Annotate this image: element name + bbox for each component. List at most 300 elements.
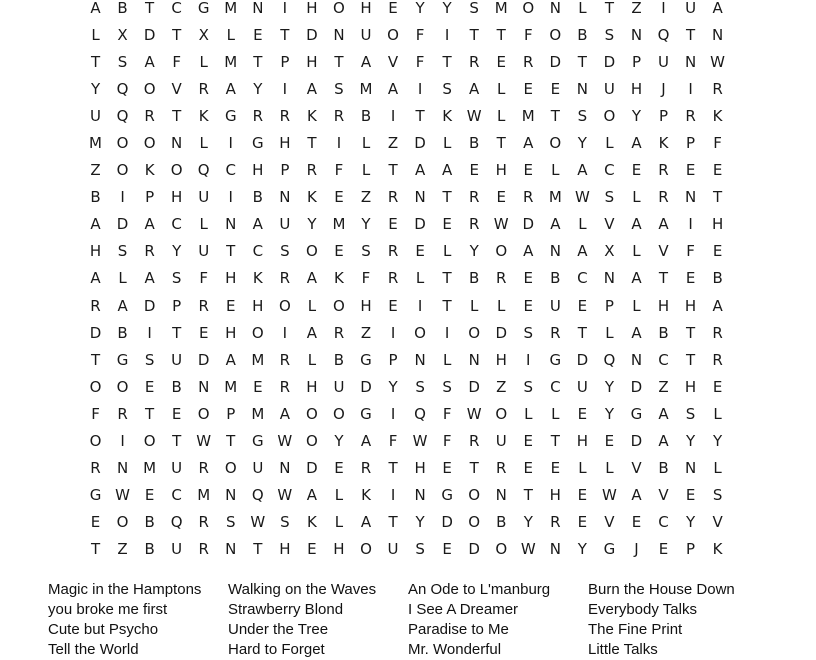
grid-letter: O [333,404,345,423]
grid-letter: U [603,79,615,98]
grid-letter: E [523,161,534,180]
grid-letter: S [361,242,371,261]
grid-letter: O [603,106,616,125]
grid-letter: R [496,459,507,478]
grid-letter: O [522,0,535,17]
grid-letter: O [305,432,318,451]
grid-letter: T [685,350,696,369]
grid-letter: U [171,350,183,369]
grid-letter: M [494,0,508,17]
grid-letter: O [305,404,318,423]
grid-letter: L [442,134,452,153]
grid-letter: A [90,215,101,234]
grid-letter: R [333,323,345,342]
grid-letter: H [495,161,507,180]
grid-letter: D [143,25,156,44]
grid-letter: A [712,296,723,315]
grid-letter: H [576,432,588,451]
grid-letter: J [634,540,639,559]
grid-letter: R [523,188,534,207]
grid-letter: T [172,432,182,451]
grid-letter: T [442,296,452,315]
grid-letter: S [469,0,479,17]
grid-letter: T [90,540,101,559]
grid-letter: S [415,377,425,396]
grid-letter: D [468,377,480,396]
grid-letter: I [282,0,288,17]
grid-letter: A [631,323,642,342]
word-list-item: An Ode to L'manburg [408,581,551,598]
grid-letter: R [279,106,291,125]
grid-letter: U [198,188,210,207]
grid-letter: E [577,296,588,315]
grid-letter: M [89,134,102,153]
grid-letter: R [90,296,101,315]
grid-letter: R [468,188,480,207]
grid-letter: R [90,459,101,478]
grid-letter: S [442,79,452,98]
word-list-item: Everybody Talks [588,601,697,618]
grid-letter: O [468,513,481,532]
grid-letter: A [712,0,723,17]
grid-letter: Z [360,323,372,342]
grid-letter: K [306,106,317,125]
grid-letter: I [390,486,396,505]
grid-letter: N [684,52,697,71]
grid-letter: A [306,486,318,505]
grid-letter: W [466,404,482,423]
grid-letter: G [251,134,264,153]
grid-letter: B [658,459,669,478]
grid-letter: L [442,350,452,369]
grid-letter: A [658,404,669,423]
grid-letter: R [468,432,480,451]
grid-letter: L [361,161,371,180]
grid-letter: K [712,106,723,125]
grid-letter: I [282,79,288,98]
grid-letter: H [252,296,264,315]
grid-letter: D [197,350,210,369]
grid-letter: O [495,242,508,261]
grid-letter: S [685,404,696,423]
grid-letter: R [279,269,291,288]
grid-letter: B [252,188,263,207]
grid-letter: L [199,134,208,153]
grid-letter: A [90,0,101,17]
grid-letter: S [604,25,615,44]
grid-letter: F [686,242,695,261]
grid-letter: N [603,269,616,288]
grid-letter: L [578,0,587,17]
grid-letter: B [469,269,480,288]
grid-letter: V [658,242,669,261]
grid-letter: A [144,269,155,288]
grid-letter: H [657,296,670,315]
grid-letter: F [415,25,425,44]
grid-letter: T [90,52,101,71]
grid-letter: Y [388,377,398,396]
grid-letter: N [279,459,291,478]
grid-letter: N [414,188,426,207]
grid-letter: U [171,459,183,478]
grid-letter: T [658,269,669,288]
grid-letter: Y [469,242,479,261]
grid-letter: L [713,404,722,423]
grid-letter: X [604,242,615,261]
grid-letter: A [306,79,318,98]
grid-letter: O [305,242,318,261]
grid-letter: N [495,486,507,505]
grid-letter: F [523,25,533,44]
grid-letter: H [306,377,318,396]
grid-letter: A [360,513,372,532]
grid-letter: N [549,540,561,559]
grid-letter: N [279,188,291,207]
grid-letter: R [550,513,561,532]
grid-letter: L [605,459,614,478]
grid-letter: S [523,377,534,396]
grid-letter: Q [251,486,264,505]
grid-letter: S [280,513,290,532]
grid-letter: S [117,52,128,71]
grid-letter: I [444,25,450,44]
grid-letter: M [251,404,265,423]
grid-letter: K [712,540,723,559]
grid-letter: N [630,350,643,369]
grid-letter: O [468,486,481,505]
grid-letter: E [171,404,182,423]
grid-letter: D [495,323,507,342]
grid-letter: K [658,134,669,153]
grid-letter: A [469,79,480,98]
grid-letter: W [196,432,212,451]
grid-letter: H [89,242,102,261]
grid-letter: B [712,269,723,288]
grid-letter: T [90,350,101,369]
grid-letter: N [549,0,561,17]
grid-letter: R [117,404,128,423]
grid-letter: S [117,242,128,261]
grid-letter: I [336,134,342,153]
grid-letter: W [601,486,617,505]
grid-letter: E [685,161,696,180]
grid-letter: Y [713,432,723,451]
grid-letter: E [712,161,723,180]
word-list-item: Walking on the Waves [228,581,377,598]
grid-letter: Z [360,188,372,207]
grid-letter: W [277,432,293,451]
word-list-item: The Fine Print [588,621,683,638]
grid-letter: A [90,269,101,288]
grid-letter: R [252,106,264,125]
grid-letter: Z [117,540,128,559]
grid-letter: R [387,242,399,261]
grid-letter: A [577,242,588,261]
grid-letter: E [685,486,696,505]
grid-letter: L [578,215,587,234]
grid-letter: H [279,134,291,153]
grid-letter: H [360,0,372,17]
grid-letter: T [713,188,723,207]
grid-letter: V [631,459,642,478]
grid-letter: C [171,486,182,505]
grid-letter: C [252,242,264,261]
grid-letter: E [550,459,561,478]
grid-letter: E [388,296,398,315]
grid-letter: O [143,79,156,98]
grid-letter: R [712,323,723,342]
grid-letter: Y [442,0,452,17]
grid-letter: E [253,25,263,44]
grid-letter: Y [685,513,696,532]
grid-letter: T [442,269,452,288]
grid-letter: S [523,323,534,342]
grid-letter: O [549,25,562,44]
grid-letter: E [334,459,344,478]
grid-letter: H [630,79,643,98]
grid-letter: R [333,106,345,125]
grid-letter: E [496,188,506,207]
grid-letter: W [277,486,293,505]
grid-letter: O [89,377,102,396]
grid-letter: Q [170,513,183,532]
grid-letter: A [225,79,236,98]
grid-letter: R [658,188,669,207]
grid-letter: L [91,25,100,44]
grid-letter: E [496,52,506,71]
grid-letter: E [334,242,344,261]
grid-letter: A [117,296,128,315]
grid-letter: H [333,540,345,559]
grid-letter: T [496,25,506,44]
grid-letter: N [333,25,345,44]
grid-letter: W [574,188,590,207]
grid-letter: V [604,513,615,532]
grid-letter: B [90,188,101,207]
grid-letter: T [172,323,182,342]
grid-letter: S [334,79,344,98]
grid-letter: I [688,215,693,234]
grid-letter: W [412,432,428,451]
grid-letter: U [252,459,264,478]
grid-letter: U [171,540,183,559]
grid-letter: O [143,432,156,451]
word-list-item: Mr. Wonderful [408,641,502,658]
grid-letter: X [117,25,128,44]
grid-letter: T [226,242,236,261]
grid-letter: C [577,269,588,288]
grid-letter: B [144,513,155,532]
grid-letter: K [306,188,317,207]
grid-letter: S [225,513,236,532]
grid-letter: O [89,432,102,451]
grid-letter: N [630,25,643,44]
grid-letter: P [686,540,696,559]
grid-letter: E [712,242,723,261]
grid-letter: G [441,486,453,505]
grid-letter: H [225,323,237,342]
grid-letter: F [172,52,181,71]
grid-letter: N [468,350,480,369]
grid-letter: R [685,106,696,125]
grid-letter: E [144,486,155,505]
grid-letter: T [145,0,155,17]
word-list-item: Hard to Forget [228,641,325,658]
grid-letter: T [604,0,614,17]
grid-letter: L [632,242,641,261]
grid-letter: D [576,350,589,369]
grid-letter: U [576,377,588,396]
grid-letter: I [417,79,423,98]
grid-letter: O [170,161,183,180]
grid-letter: L [118,269,127,288]
grid-letter: Y [253,79,263,98]
grid-letter: W [250,513,266,532]
grid-letter: S [415,540,425,559]
grid-letter: L [497,106,506,125]
word-list-item: Burn the House Down [588,581,735,598]
word-list-item: Tell the World [48,641,139,658]
letter-grid [82,0,731,563]
grid-letter: O [251,323,264,342]
grid-letter: Z [387,134,399,153]
grid-letter: H [279,540,291,559]
grid-letter: L [199,52,208,71]
grid-letter: I [147,323,152,342]
grid-letter: R [360,459,372,478]
grid-letter: T [226,432,236,451]
grid-letter: H [684,377,697,396]
grid-letter: G [116,350,129,369]
grid-letter: T [388,161,398,180]
grid-letter: O [278,296,291,315]
grid-letter: E [253,377,263,396]
grid-letter: A [442,161,453,180]
grid-letter: D [630,377,643,396]
grid-letter: P [280,52,290,71]
grid-letter: T [550,432,560,451]
grid-letter: T [442,52,452,71]
grid-letter: N [225,540,237,559]
grid-letter: R [144,106,155,125]
grid-letter: T [550,106,560,125]
grid-letter: T [253,540,263,559]
grid-letter: L [415,269,425,288]
grid-letter: M [521,106,535,125]
grid-letter: A [387,79,399,98]
grid-letter: I [417,296,423,315]
grid-letter: E [577,513,588,532]
grid-letter: Y [685,432,696,451]
grid-letter: H [495,350,507,369]
grid-letter: K [198,106,209,125]
grid-letter: F [415,52,425,71]
grid-letter: N [414,350,426,369]
grid-letter: E [577,404,588,423]
grid-letter: U [90,106,102,125]
grid-letter: N [711,25,724,44]
grid-letter: O [116,377,129,396]
grid-letter: R [279,377,291,396]
grid-letter: Q [657,25,670,44]
grid-letter: I [390,323,396,342]
word-list-item: Cute but Psycho [48,621,159,638]
grid-letter: I [120,188,125,207]
grid-letter: L [713,459,722,478]
grid-letter: Y [334,432,344,451]
word-list-item: you broke me first [48,601,168,618]
grid-letter: U [333,377,345,396]
grid-letter: H [252,161,264,180]
grid-letter: R [198,513,209,532]
grid-letter: E [712,377,723,396]
grid-letter: O [116,513,129,532]
grid-letter: E [388,215,398,234]
grid-letter: A [360,432,372,451]
grid-letter: L [470,296,479,315]
grid-letter: R [279,350,291,369]
grid-letter: P [686,134,696,153]
grid-letter: Y [577,540,587,559]
grid-letter: P [658,106,669,125]
grid-letter: E [90,513,101,532]
grid-letter: Q [116,79,129,98]
grid-letter: N [198,377,210,396]
grid-letter: Q [116,106,129,125]
grid-letter: O [333,0,345,17]
grid-letter: K [306,513,317,532]
grid-letter: L [334,486,344,505]
grid-letter: E [388,0,398,17]
grid-letter: T [577,52,587,71]
grid-letter: P [388,350,398,369]
grid-letter: H [360,296,372,315]
grid-letter: R [712,79,723,98]
grid-letter: T [307,134,317,153]
grid-letter: O [116,134,129,153]
grid-letter: F [199,269,209,288]
grid-letter: E [469,161,479,180]
grid-letter: Y [415,0,425,17]
grid-letter: E [442,215,452,234]
grid-letter: I [228,134,233,153]
word-list-item: Magic in the Hamptons [48,581,202,598]
grid-letter: A [631,215,642,234]
grid-letter: Y [631,106,642,125]
grid-letter: A [631,134,642,153]
grid-letter: F [713,134,722,153]
grid-letter: M [251,350,265,369]
grid-letter: T [469,25,479,44]
grid-letter: F [442,404,452,423]
grid-letter: B [333,350,345,369]
grid-letter: O [414,323,426,342]
word-list-item: Paradise to Me [408,621,509,638]
grid-letter: G [549,350,562,369]
grid-letter: G [360,350,372,369]
grid-letter: O [549,134,562,153]
grid-letter: C [658,350,669,369]
grid-letter: E [577,486,588,505]
grid-letter: D [414,215,426,234]
grid-letter: Q [603,350,616,369]
grid-letter: B [550,269,561,288]
word-list-item: I See A Dreamer [408,601,519,618]
grid-letter: R [523,52,534,71]
grid-letter: E [658,540,669,559]
grid-letter: R [144,242,155,261]
word-list-item: Strawberry Blond [228,601,344,618]
